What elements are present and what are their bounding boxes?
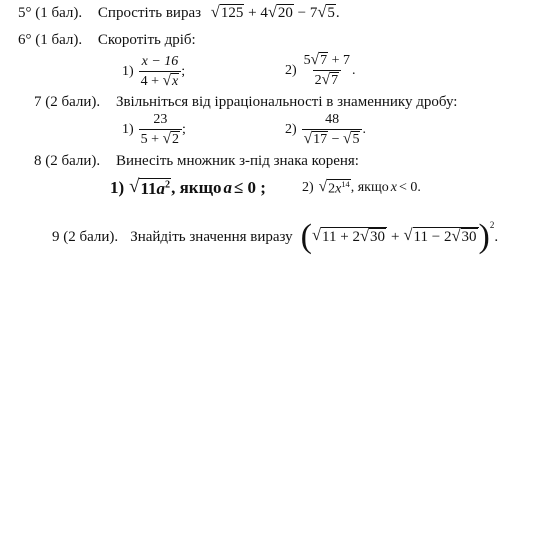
task-5	[18, 4, 340, 22]
task-heading: Спростіть вираз	[97, 5, 202, 21]
task-9-expression: ( √ 11 + 2 √ 30 + √ 11 − 2 √ 30 ) $^2$ .	[300, 218, 499, 255]
task-heading: Винесіть множник з-під знака кореня:	[115, 153, 359, 169]
task-8-item-2: 2) √ $2x^{14}$ , якщо x < 0.	[302, 178, 421, 197]
task-6-item-1: 1) x − 16 4 + √ x ;	[122, 54, 186, 89]
sqrt: √ 20	[267, 2, 293, 21]
sqrt: √ 5	[317, 2, 335, 21]
fraction: x − 16 4 + √ x	[139, 54, 182, 90]
task-7	[34, 94, 457, 111]
sqrt: √ 125	[210, 2, 244, 21]
fraction: 23 5 + √ 2	[139, 112, 182, 148]
task-heading: Звільніться від ірраціональності в знаменнику дробу:	[115, 94, 458, 110]
task-7-item-1: 1) 23 5 + √ 2 ;	[122, 112, 186, 147]
fraction: 5 √ 7 + 7 2 √ 7	[303, 51, 351, 89]
task-7-item-2: 2) 48 √ 17 − √ 5 .	[285, 112, 366, 147]
fraction: 48 √ 17 − √ 5	[302, 112, 363, 148]
task-9	[52, 220, 498, 254]
task-5-expression: √ 125 + 4 √ 20 − 7 √ 5 .	[210, 2, 340, 21]
task-heading: Знайдіть значення виразу	[130, 228, 293, 245]
task-number: 6° (1 бал).	[18, 32, 83, 48]
task-6	[18, 32, 196, 49]
task-number: 7 (2 бали).	[34, 94, 101, 110]
task-8	[34, 153, 359, 170]
task-number: 8 (2 бали).	[34, 153, 101, 169]
task-number: 9 (2 бали).	[52, 228, 119, 245]
task-number: 5° (1 бал).	[18, 5, 83, 21]
task-6-item-2: 2) 5 √ 7 + 7 2 √ 7 .	[285, 51, 356, 89]
task-8-item-1: 1) √ $11a^2$ , якщо a ≤ 0 ;	[110, 176, 266, 198]
task-heading: Скоротіть дріб:	[97, 32, 196, 48]
